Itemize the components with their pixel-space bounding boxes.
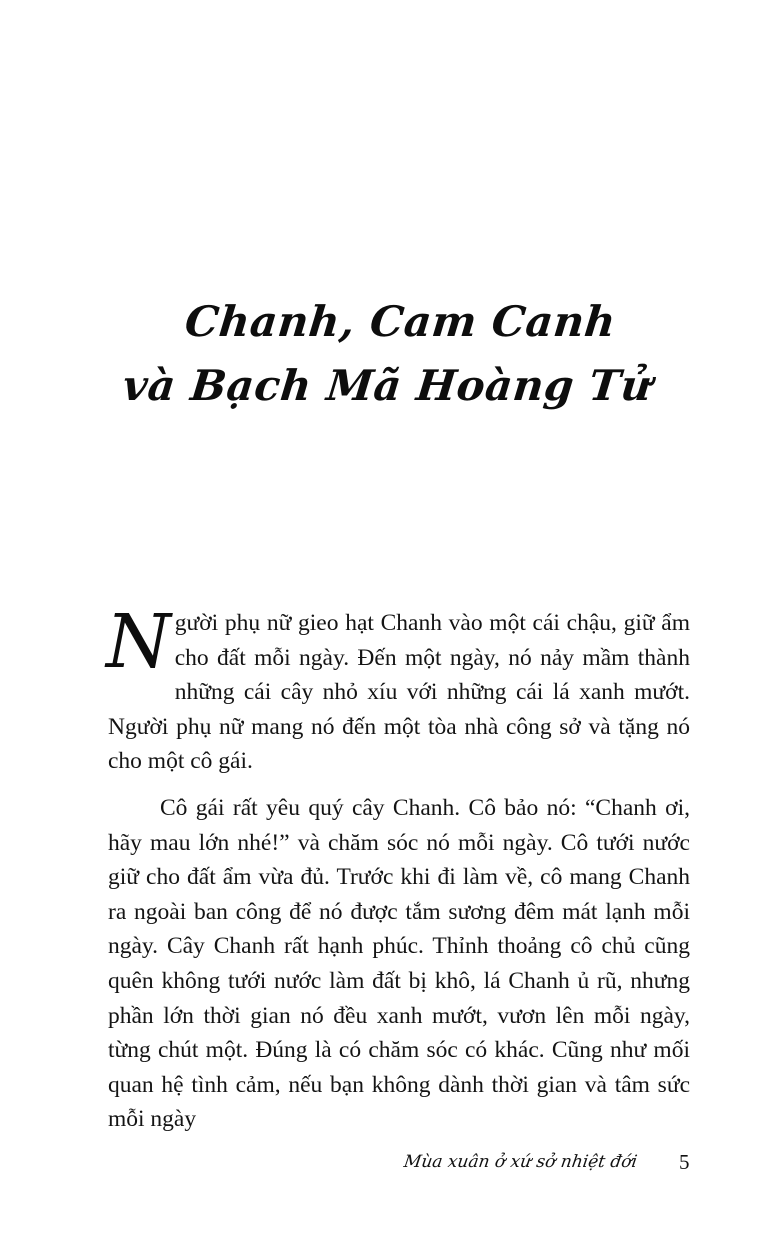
page-number: 5 bbox=[679, 1150, 690, 1174]
chapter-title bbox=[0, 290, 783, 418]
running-title: Mùa xuân ở xứ sở nhiệt đới bbox=[402, 1152, 639, 1172]
paragraph-2-text: Cô gái rất yêu quý cây Chanh. Cô bảo nó: “Chanh ơi, hãy mau lớn nhé!” và chăm sóc nó mỗi ngày. Cô tưới nước giữ cho đất ẩm vừa đủ. Trước khi đi làm về, cô mang Chanh ra ngoài ban công để nó được tắm sương đêm mát lạnh mỗi ngày. Cây Chanh rất hạnh phúc. Thỉnh thoảng cô chủ cũng quên không tưới nước làm đất bị khô, lá Chanh ủ rũ, nhưng phần lớn thời gian nó đều xanh mướt, vươn lên mỗi ngày, từng chút một. Đúng là có chăm sóc có khác. Cũng như mối quan hệ tình cảm, nếu bạn không dành thời gian và tâm sức mỗi ngày bbox=[108, 794, 690, 1133]
chapter-title-line-1: Chanh, Cam Canh bbox=[182, 297, 619, 346]
chapter-title-line-2: và Bạch Mã Hoàng Tử bbox=[120, 361, 655, 410]
paragraph-2 bbox=[108, 791, 690, 1137]
paragraph-1-text: gười phụ nữ gieo hạt Chanh vào một cái chậu, giữ ẩm cho đất mỗi ngày. Đến một ngày, nó nảy mầm thành những cái cây nhỏ xíu với những cái lá xanh mướt. Người phụ nữ mang nó đến một tòa nhà công sở và tặng nó cho một cô gái. bbox=[108, 610, 690, 775]
paragraph-1 bbox=[106, 599, 690, 779]
body-text bbox=[106, 599, 690, 1149]
page-footer bbox=[0, 1150, 783, 1180]
drop-cap: N bbox=[106, 599, 171, 685]
